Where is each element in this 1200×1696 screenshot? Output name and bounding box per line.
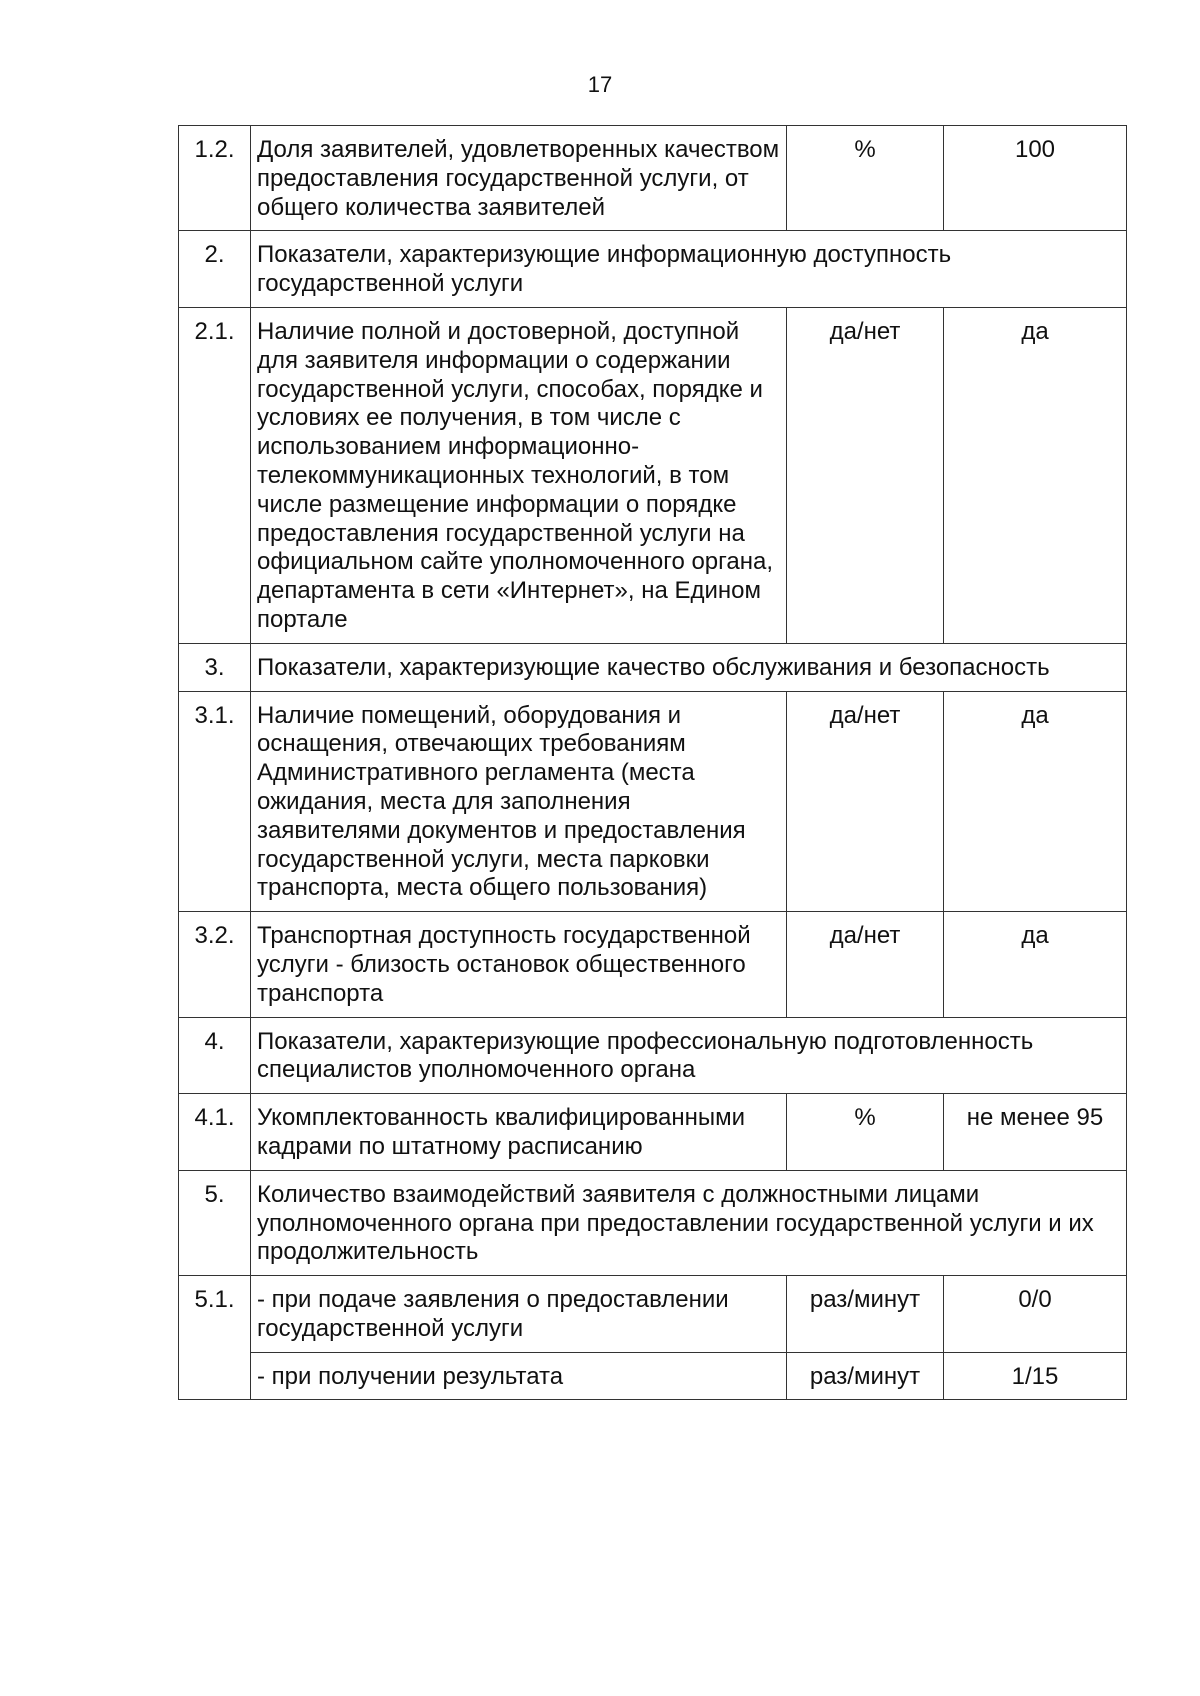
indicator-name: Доля заявителей, удовлетворенных качеством предоставления государственной услуги, от общего количества заявителей	[251, 126, 787, 231]
table-row-5-1-a	[179, 1276, 1127, 1353]
row-number: 3.2.	[179, 912, 251, 1017]
table-row-5-1-b	[179, 1352, 1127, 1400]
row-number: 5.1.	[179, 1276, 251, 1400]
indicator-value: 0/0	[944, 1276, 1127, 1353]
indicator-value: да	[944, 307, 1127, 643]
section-number: 4.	[179, 1017, 251, 1094]
indicator-name: Транспортная доступность государственной услуги - близость остановок общественного транспорта	[251, 912, 787, 1017]
indicator-name: Наличие полной и достоверной, доступной для заявителя информации о содержании государственной услуги, способах, порядке и условиях ее получения, в том числе с использованием информационно-телекоммуникационных технологий, в том числе размещение информации о порядке предоставления государственной услуги на официальном сайте уполномоченного органа, департамента в сети «Интернет», на Едином портале	[251, 307, 787, 643]
table-row-3-1	[179, 691, 1127, 912]
indicator-name: - при получении результата	[251, 1352, 787, 1400]
indicator-name: Наличие помещений, оборудования и оснащения, отвечающих требованиям Административного регламента (места ожидания, места для заполнения заявителями документов и предоставления государственной услуги, места парковки транспорта, места общего пользования)	[251, 691, 787, 912]
row-number: 2.1.	[179, 307, 251, 643]
indicator-unit: да/нет	[787, 307, 944, 643]
row-number: 3.1.	[179, 691, 251, 912]
indicator-unit: %	[787, 126, 944, 231]
page-number: 17	[587, 72, 613, 97]
table-row-4-1	[179, 1094, 1127, 1171]
table-row-2-section	[179, 231, 1127, 308]
indicator-value: да	[944, 912, 1127, 1017]
table-row-3-2	[179, 912, 1127, 1017]
section-title: Показатели, характеризующие профессиональную подготовленность специалистов уполномоченного органа	[251, 1017, 1127, 1094]
section-number: 2.	[179, 231, 251, 308]
section-title: Показатели, характеризующие качество обслуживания и безопасность	[251, 643, 1127, 691]
indicator-name: - при подаче заявления о предоставлении государственной услуги	[251, 1276, 787, 1353]
section-title: Количество взаимодействий заявителя с должностными лицами уполномоченного органа при предоставлении государственной услуги и их продолжительность	[251, 1170, 1127, 1275]
indicator-unit: да/нет	[787, 691, 944, 912]
indicator-unit: да/нет	[787, 912, 944, 1017]
indicator-value: не менее 95	[944, 1094, 1127, 1171]
table-row-5-section	[179, 1170, 1127, 1275]
indicators-table	[178, 125, 1127, 1400]
indicator-value: 1/15	[944, 1352, 1127, 1400]
section-title: Показатели, характеризующие информационную доступность государственной услуги	[251, 231, 1127, 308]
indicator-value: да	[944, 691, 1127, 912]
indicator-unit: раз/минут	[787, 1352, 944, 1400]
indicator-unit: раз/минут	[787, 1276, 944, 1353]
indicator-unit: %	[787, 1094, 944, 1171]
row-number: 1.2.	[179, 126, 251, 231]
table-row-1-2	[179, 126, 1127, 231]
table-row-4-section	[179, 1017, 1127, 1094]
section-number: 5.	[179, 1170, 251, 1275]
table-row-3-section	[179, 643, 1127, 691]
table-row-2-1	[179, 307, 1127, 643]
section-number: 3.	[179, 643, 251, 691]
indicator-value: 100	[944, 126, 1127, 231]
row-number: 4.1.	[179, 1094, 251, 1171]
indicator-name: Укомплектованность квалифицированными кадрами по штатному расписанию	[251, 1094, 787, 1171]
